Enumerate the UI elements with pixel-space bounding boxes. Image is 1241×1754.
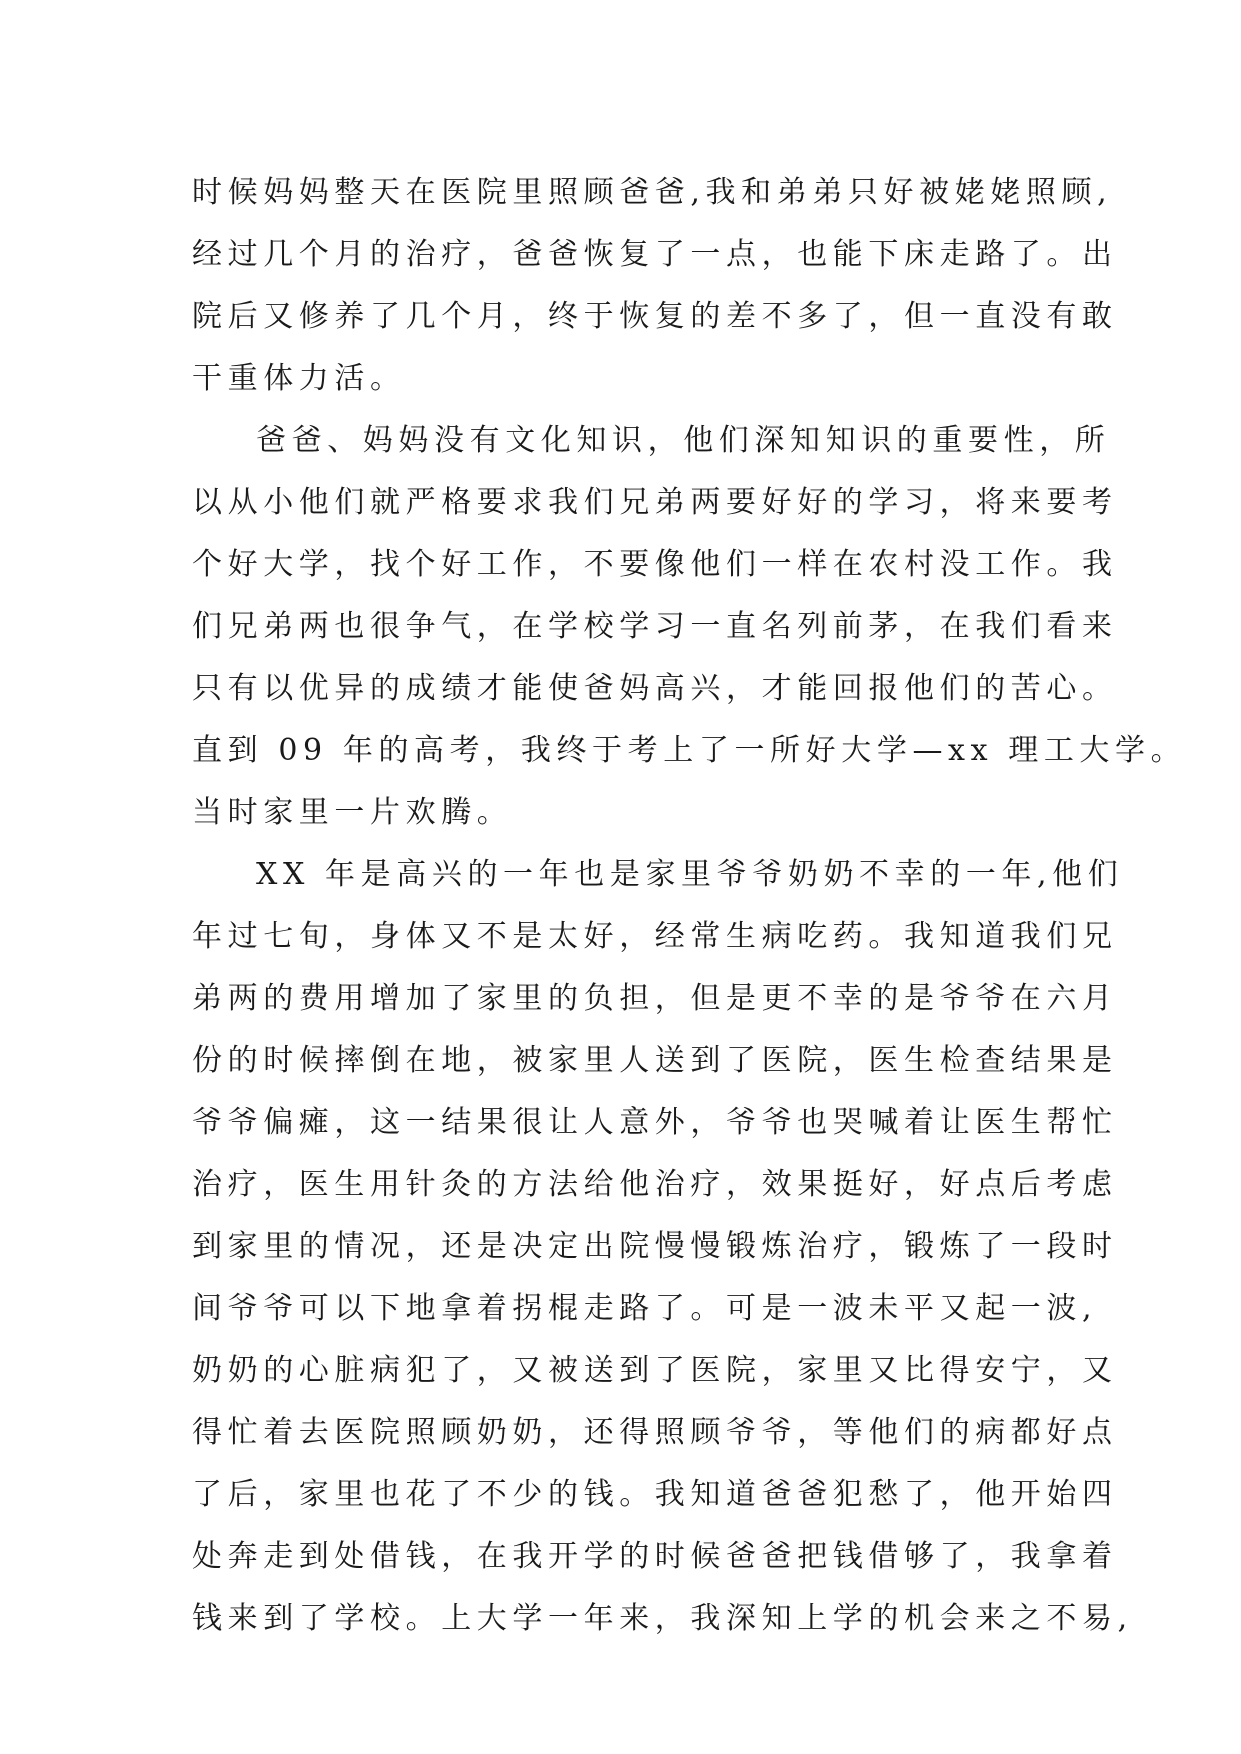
document-body (192, 162, 1187, 1650)
text-line: 爷爷偏瘫，这一结果很让人意外，爷爷也哭喊着让医生帮忙 (192, 1105, 1118, 1140)
text-line: 到家里的情况，还是决定出院慢慢锻炼治疗，锻炼了一段时 (192, 1229, 1118, 1264)
text-line: 治疗，医生用针灸的方法给他治疗，效果挺好，好点后考虑 (192, 1167, 1118, 1202)
text-line: 间爷爷可以下地拿着拐棍走路了。可是一波未平又起一波, (192, 1291, 1098, 1326)
text-line: 弟两的费用增加了家里的负担，但是更不幸的是爷爷在六月 (192, 981, 1118, 1016)
paragraph-first-line: 爸爸、妈妈没有文化知识，他们深知知识的重要性，所 (256, 423, 1111, 458)
text-line: 年过七旬，身体又不是太好，经常生病吃药。我知道我们兄 (192, 919, 1118, 954)
text-line: 得忙着去医院照顾奶奶，还得照顾爷爷，等他们的病都好点 (192, 1415, 1118, 1450)
text-line: 干重体力活。 (192, 361, 406, 396)
text-line: 当时家里一片欢腾。 (192, 795, 513, 830)
text-line: 了后，家里也花了不少的钱。我知道爸爸犯愁了，他开始四 (192, 1477, 1118, 1512)
text-line: 以从小他们就严格要求我们兄弟两要好好的学习，将来要考 (192, 485, 1118, 520)
text-line: 们兄弟两也很争气，在学校学习一直名列前茅，在我们看来 (192, 609, 1118, 644)
text-line: 院后又修养了几个月，终于恢复的差不多了，但一直没有敢 (192, 299, 1118, 334)
text-line: 处奔走到处借钱，在我开学的时候爸爸把钱借够了，我拿着 (192, 1539, 1118, 1574)
text-line: 钱来到了学校。上大学一年来，我深知上学的机会来之不易, (192, 1601, 1133, 1636)
text-line: 时候妈妈整天在医院里照顾爸爸,我和弟弟只好被姥姥照顾, (192, 175, 1113, 210)
text-line: 只有以优异的成绩才能使爸妈高兴，才能回报他们的苦心。 (192, 671, 1118, 706)
text-line: 直到 09 年的高考，我终于考上了一所好大学—xx 理工大学。 (192, 733, 1187, 768)
text-line: 奶奶的心脏病犯了，又被送到了医院，家里又比得安宁，又 (192, 1353, 1118, 1388)
text-line: 个好大学，找个好工作，不要像他们一样在农村没工作。我 (192, 547, 1118, 582)
text-line: 份的时候摔倒在地，被家里人送到了医院，医生检查结果是 (192, 1043, 1118, 1078)
paragraph-first-line: XX 年是高兴的一年也是家里爷爷奶奶不幸的一年,他们 (256, 857, 1124, 892)
text-line: 经过几个月的治疗，爸爸恢复了一点，也能下床走路了。出 (192, 237, 1118, 272)
